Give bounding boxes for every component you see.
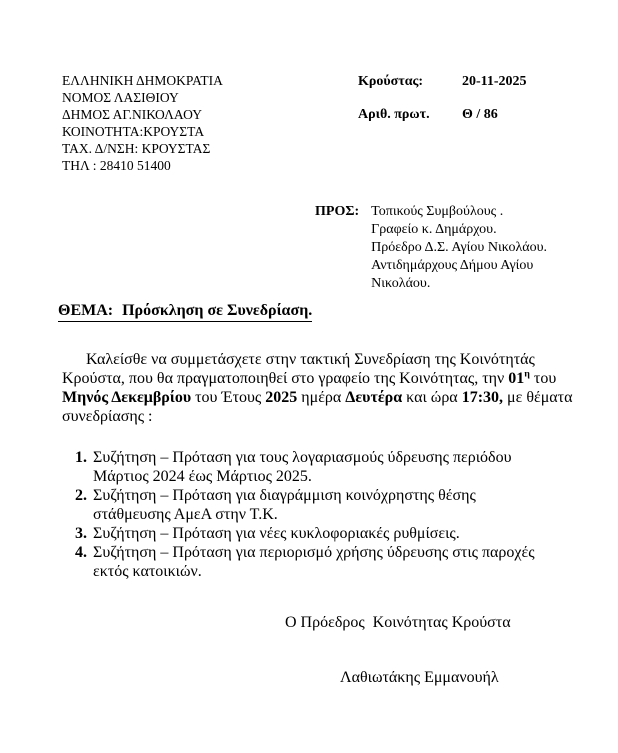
protocol-row xyxy=(358,106,527,123)
agenda-item xyxy=(75,486,572,524)
subject-line xyxy=(58,302,312,322)
recipient-item: Τοπικούς Συμβούλους . xyxy=(371,204,504,219)
paragraph-emphasis-segment: 2025 xyxy=(265,389,298,406)
agency-letterhead-line: ΝΟΜΟΣ ΛΑΣΙΘΙΟΥ xyxy=(62,90,179,105)
agenda-list xyxy=(75,448,572,581)
subject-label: ΘΕΜΑ: xyxy=(58,302,114,319)
recipients-list xyxy=(371,203,566,293)
recipients-label: ΠΡΟΣ: xyxy=(315,204,360,219)
recipient-item: Αντιδημάρχους Δήμου Αγίου Νικολάου. xyxy=(371,258,534,291)
protocol-number-label: Αριθ. πρωτ. xyxy=(358,107,430,122)
protocol-number-value: Θ / 86 xyxy=(462,107,498,122)
paragraph-emphasis-segment: 01 xyxy=(508,370,525,387)
agency-letterhead xyxy=(62,72,223,174)
agency-letterhead-line: ΤΑΧ. Δ/ΝΣΗ: ΚΡΟΥΣΤΑΣ xyxy=(62,141,211,156)
paragraph-text-segment: του xyxy=(529,370,557,387)
agenda-item-number: 4. xyxy=(75,544,87,561)
date-value: 20-11-2025 xyxy=(462,74,527,89)
agency-letterhead-line: ΔΗΜΟΣ ΑΓ.ΝΙΚΟΛΑΟΥ xyxy=(62,107,202,122)
agenda-item xyxy=(75,524,572,543)
agency-letterhead-line: ΚΟΙΝΟΤΗΤΑ:ΚΡΟΥΣΤΑ xyxy=(62,124,205,139)
agency-letterhead-line: ΕΛΛΗΝΙΚΗ ΔΗΜΟΚΡΑΤΙΑ xyxy=(62,73,223,88)
agenda-item-number: 2. xyxy=(75,487,87,504)
agenda-item xyxy=(75,448,572,486)
paragraph-text-segment: με θέματα συνεδρίασης : xyxy=(62,389,573,425)
agenda-item-number: 3. xyxy=(75,525,87,542)
agency-letterhead-line: ΤΗΛ : 28410 51400 xyxy=(62,158,171,173)
paragraph-emphasis-segment: Δευτέρα xyxy=(345,389,403,406)
recipients-block xyxy=(315,203,566,293)
signatory-name: Λαθιωτάκης Εμμανουήλ xyxy=(340,669,499,686)
protocol-block xyxy=(358,73,527,139)
subject-text: Πρόσκληση σε Συνεδρίαση. xyxy=(122,302,313,319)
agenda-item-number: 1. xyxy=(75,449,87,466)
paragraph-emphasis-segment: η xyxy=(524,368,530,380)
paragraph-text-segment: Καλείσθε να συμμετάσχετε στην τακτική Συνεδρίαση της Κοινότητάς Κρούστα, που θα πραγματοποιηθεί στο γραφείο της Κοινότητας, την xyxy=(62,351,535,387)
agenda-item xyxy=(75,543,572,581)
agenda-item-text: Συζήτηση – Πρόταση για περιορισμό χρήσης ύδρευσης στις παροχές εκτός κατοικιών. xyxy=(93,544,535,580)
agenda-item-text: Συζήτηση – Πρόταση για νέες κυκλοφοριακές ρυθμίσεις. xyxy=(93,525,460,542)
recipient-item: Πρόεδρο Δ.Σ. Αγίου Νικολάου. xyxy=(371,240,548,255)
agenda-item-text: Συζήτηση – Πρόταση για τους λογαριασμούς ύδρευσης περιόδου Μάρτιος 2024 έως Μάρτιος 2025. xyxy=(93,449,512,485)
signatory-title: Ο Πρόεδρος Κοινότητας Κρούστα xyxy=(285,614,511,631)
agenda-item-text: Συζήτηση – Πρόταση για διαγράμμιση κοινόχρηστης θέσης στάθμευσης ΑμεΑ στην Τ.Κ. xyxy=(93,487,476,523)
paragraph-text-segment: ημέρα xyxy=(297,389,346,406)
paragraph-text-segment: του Έτους xyxy=(191,389,266,406)
paragraph-emphasis-segment: Μηνός Δεκεμβρίου xyxy=(62,389,192,406)
place-date-row xyxy=(358,73,527,90)
recipient-item: Γραφείο κ. Δημάρχου. xyxy=(371,222,497,237)
paragraph-text-segment: και ώρα xyxy=(402,389,462,406)
invitation-paragraph xyxy=(62,350,574,426)
place-label: Κρούστας: xyxy=(358,74,424,89)
paragraph-emphasis-segment: 17:30, xyxy=(461,389,504,406)
